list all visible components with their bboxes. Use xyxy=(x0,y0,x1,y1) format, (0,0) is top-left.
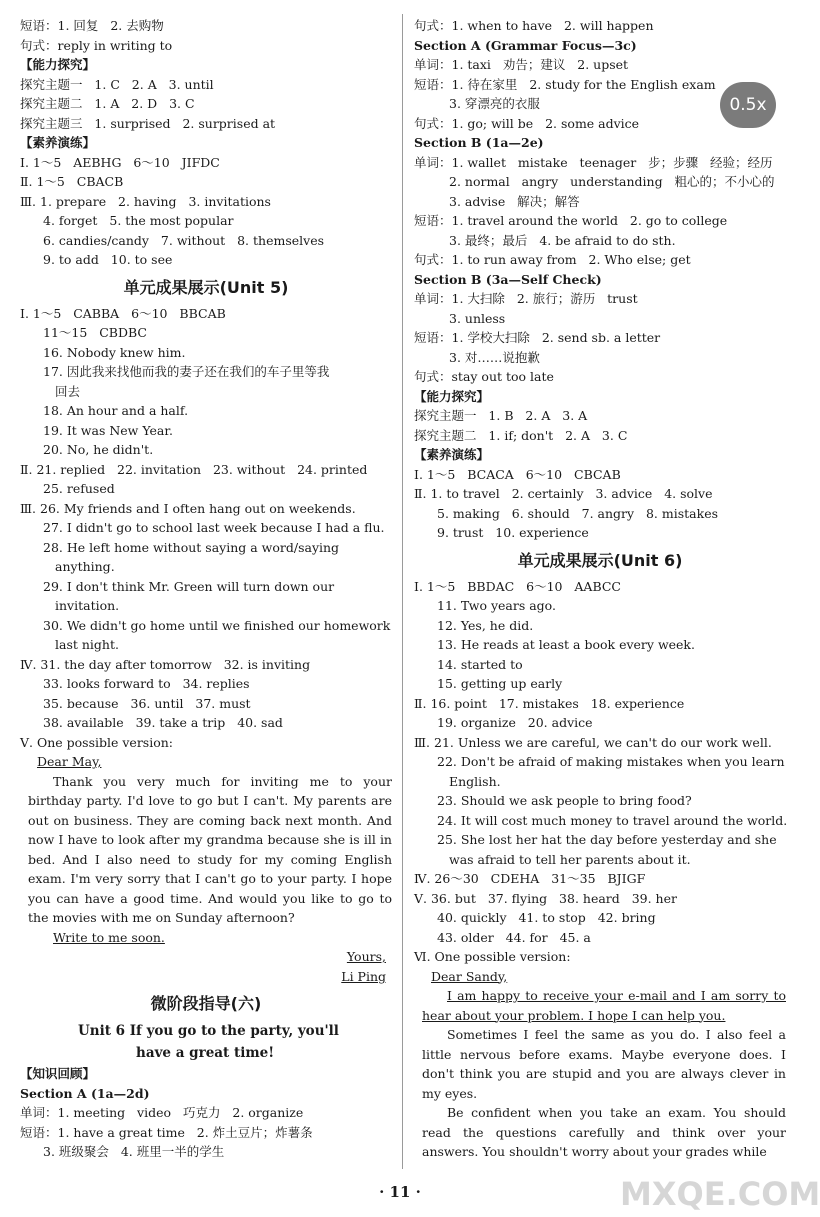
answer-line: 3. 最终；最后 4. be afraid to do sth. xyxy=(449,232,676,248)
answer-line: 24. It will cost much money to travel around the world. xyxy=(437,812,788,828)
answer-line: 单词：1. taxi 劝告；建议 2. upset xyxy=(414,57,629,72)
answer-line: 探究主题三 1. surprised 2. surprised at xyxy=(20,115,276,131)
watermark: MXQE.COM xyxy=(620,1175,820,1213)
answer-line: Ⅲ. 26. My friends and I often hang out on weekends. xyxy=(20,500,356,516)
answer-line: 17. 因此我来找他而我的妻子还在我们的车子里等我 xyxy=(43,364,330,379)
answer-line: 3. 对……说抱歉 xyxy=(449,349,540,365)
answer-line: 14. started to xyxy=(437,656,523,672)
answer-line: 19. organize 20. advice xyxy=(437,715,593,730)
section-heading: 【素养演练】 xyxy=(414,447,490,462)
answer-line: 9. trust 10. experience xyxy=(437,525,589,540)
answer-line: 3. advise 解决；解答 xyxy=(449,193,580,209)
letter-closing: Write to me soon. xyxy=(53,929,165,945)
answer-line: 句式：1. when to have 2. will happen xyxy=(414,18,654,33)
answer-line: 9. to add 10. to see xyxy=(43,252,173,267)
answer-line: Ⅰ. 1～5 AEBHG 6～10 JIFDC xyxy=(20,154,220,170)
answer-line: 15. getting up early xyxy=(437,676,563,691)
letter-sign-off: Yours, xyxy=(346,949,386,964)
answer-line: Ⅲ. 21. Unless we are careful, we can't do our work well. xyxy=(414,734,772,750)
answer-line: 18. An hour and a half. xyxy=(43,403,189,418)
section-heading: 【能力探究】 xyxy=(414,388,490,404)
answer-line: 11. Two years ago. xyxy=(437,598,556,613)
zoom-indicator[interactable]: 0.5x xyxy=(720,82,776,128)
answer-line: 句式：1. to run away from 2. Who else; get xyxy=(414,252,691,267)
answer-line: 35. because 36. until 37. must xyxy=(43,695,251,711)
answer-line: 6. candies/candy 7. without 8. themselves xyxy=(43,232,325,248)
answer-line: Ⅱ. 1～5 CBACB xyxy=(20,174,124,189)
letter-body: Sometimes I feel the same as you do. I also feel a little nervous before exams. Maybe everyone does. I don't think you are stupid and you are always clever in my eyes. xyxy=(422,1027,786,1101)
answer-line: 11～15 CBDBC xyxy=(43,325,147,340)
answer-line: was afraid to tell her parents about it. xyxy=(449,851,691,867)
answer-line: 探究主题一 1. B 2. A 3. A xyxy=(414,408,588,423)
section-heading: Section B (1a—2e) xyxy=(414,135,544,150)
answer-line: 句式：stay out too late xyxy=(414,369,554,384)
section-heading: 【能力探究】 xyxy=(20,57,96,72)
answer-line: 33. looks forward to 34. replies xyxy=(43,676,250,691)
answer-line: 短语：1. 回复 2. 去购物 xyxy=(20,18,164,33)
answer-line: 单词：1. 大扫除 2. 旅行；游历 trust xyxy=(414,291,638,306)
answer-line: last night. xyxy=(55,637,119,652)
letter-body: Be confident when you take an exam. You should read the questions carefully and think over your answers. You shouldn't worry about your grades while xyxy=(422,1105,786,1159)
letter-body: Thank you very much for inviting me to your birthday party. I'd love to go but I can't. My parents are out on business. They are coming back next month. And now I have to look after my grandma because she is ill in bed. And I also need to study for my coming English exam. I'm very sorry that I can't go to your party. I hope you can have a good time. And would you like to go to the movies with me on Sunday afternoon? xyxy=(28,773,392,925)
answer-line: 12. Yes, he did. xyxy=(437,617,534,633)
answer-line: 22. Don't be afraid of making mistakes when you learn xyxy=(437,754,785,769)
unit6-heading-line1: Unit 6 If you go to the party, you'll xyxy=(78,1023,339,1039)
answer-line: Ⅰ. 1～5 CABBA 6～10 BBCAB xyxy=(20,305,226,321)
section-heading: 【知识回顾】 xyxy=(20,1066,96,1081)
answer-line: Ⅵ. One possible version: xyxy=(414,949,571,964)
answer-line: 25. She lost her hat the day before yesterday and she xyxy=(437,832,777,847)
answer-line: anything. xyxy=(55,559,115,574)
answer-line: Ⅳ. 26～30 CDEHA 31～35 BJIGF xyxy=(414,871,646,886)
answer-line: 16. Nobody knew him. xyxy=(43,344,186,360)
answer-line: Ⅰ. 1～5 BCACA 6～10 CBCAB xyxy=(414,466,621,482)
answer-line: 单词：1. wallet mistake teenager 步；步骤 经验；经历 xyxy=(414,154,773,170)
letter-greeting: Dear May, xyxy=(37,754,102,769)
guide-title: 微阶段指导(六) xyxy=(150,994,262,1013)
answer-line: 探究主题二 1. if; don't 2. A 3. C xyxy=(414,427,628,443)
answer-line: 5. making 6. should 7. angry 8. mistakes xyxy=(437,505,718,521)
section-heading: Section B (3a—Self Check) xyxy=(414,271,602,287)
answer-line: 句式：reply in writing to xyxy=(20,37,173,53)
letter-opening: I am happy to receive your e-mail and I am sorry to hear about your problem. I hope I can help you. xyxy=(422,988,786,1023)
unit5-title: 单元成果展示(Unit 5) xyxy=(123,277,289,297)
answer-line: 23. Should we ask people to bring food? xyxy=(437,793,692,808)
page-number: · 11 · xyxy=(379,1183,421,1201)
answer-line: Ⅴ. One possible version: xyxy=(20,734,174,750)
answer-line: 27. I didn't go to school last week because I had a flu. xyxy=(43,520,385,535)
letter-greeting: Dear Sandy, xyxy=(431,968,508,984)
answer-line: Ⅴ. 36. but 37. flying 38. heard 39. her xyxy=(414,890,677,906)
section-heading: Section A (1a—2d) xyxy=(20,1085,150,1101)
unit6-title: 单元成果展示(Unit 6) xyxy=(517,550,683,570)
answer-line: 3. 穿漂亮的衣服 xyxy=(449,96,540,111)
unit6-heading-line2: have a great time! xyxy=(136,1045,275,1061)
right-column xyxy=(414,16,786,1162)
answer-line: Ⅳ. 31. the day after tomorrow 32. is inviting xyxy=(20,656,311,672)
answer-line: 短语：1. 待在家里 2. study for the English exam xyxy=(414,76,716,92)
section-heading: Section A (Grammar Focus—3c) xyxy=(414,37,637,53)
answer-line: 3. 班级聚会 4. 班里一半的学生 xyxy=(43,1144,225,1159)
column-divider xyxy=(402,14,403,1169)
answer-line: Ⅰ. 1～5 BBDAC 6～10 AABCC xyxy=(414,578,621,594)
answer-line: 探究主题一 1. C 2. A 3. until xyxy=(20,76,214,92)
answer-line: 短语：1. 学校大扫除 2. send sb. a letter xyxy=(414,330,661,345)
answer-line: Ⅲ. 1. prepare 2. having 3. invitations xyxy=(20,193,271,209)
answer-line: 句式：1. go; will be 2. some advice xyxy=(414,115,640,131)
section-heading: 【素养演练】 xyxy=(20,135,96,150)
answer-line: 回去 xyxy=(55,383,81,399)
answer-line: 短语：1. travel around the world 2. go to college xyxy=(414,213,728,228)
answer-line: Ⅱ. 21. replied 22. invitation 23. without 24. printed xyxy=(20,461,368,477)
answer-line: 20. No, he didn't. xyxy=(43,442,154,457)
left-column xyxy=(20,16,392,1162)
answer-line: 13. He reads at least a book every week. xyxy=(437,637,695,652)
answer-line: 29. I don't think Mr. Green will turn down our xyxy=(43,578,335,594)
answer-line: 3. unless xyxy=(449,310,506,326)
answer-line: 短语：1. have a great time 2. 炸土豆片；炸薯条 xyxy=(20,1124,313,1140)
answer-line: English. xyxy=(449,773,501,789)
answer-line: Ⅱ. 1. to travel 2. certainly 3. advice 4. solve xyxy=(414,486,713,501)
answer-line: 43. older 44. for 45. a xyxy=(437,929,591,945)
answer-line: invitation. xyxy=(55,598,120,613)
answer-line: 2. normal angry understanding 粗心的；不小心的 xyxy=(449,174,775,189)
answer-line: 25. refused xyxy=(43,481,115,496)
letter-signature: Li Ping xyxy=(341,968,386,984)
answer-line: 38. available 39. take a trip 40. sad xyxy=(43,715,283,730)
answer-line: Ⅱ. 16. point 17. mistakes 18. experience xyxy=(414,695,685,711)
answer-line: 单词：1. meeting video 巧克力 2. organize xyxy=(20,1105,304,1120)
answer-line: 30. We didn't go home until we finished our homework xyxy=(43,617,391,633)
answer-line: 40. quickly 41. to stop 42. bring xyxy=(437,910,656,925)
answer-line: 4. forget 5. the most popular xyxy=(43,213,234,228)
answer-line: 28. He left home without saying a word/saying xyxy=(43,539,340,555)
answer-line: 探究主题二 1. A 2. D 3. C xyxy=(20,96,195,111)
answer-line: 19. It was New Year. xyxy=(43,422,173,438)
